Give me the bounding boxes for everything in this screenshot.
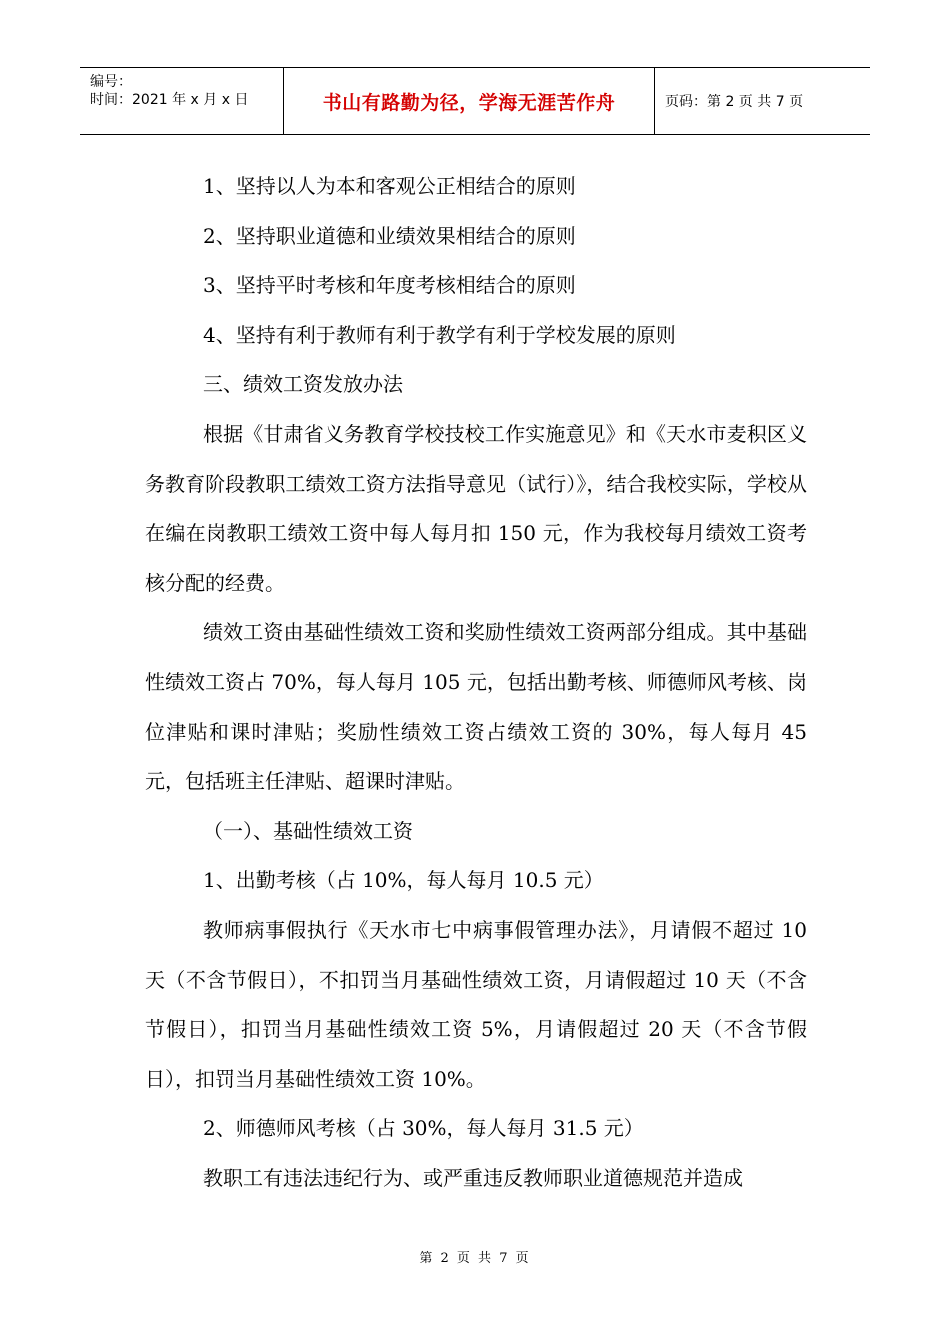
document-time-label: 时间：2021 年 x 月 x 日: [90, 92, 249, 108]
principle-3: 3、坚持平时考核和年度考核相结合的原则: [203, 273, 576, 298]
principle-4: 4、坚持有利于教师有利于教学有利于学校发展的原则: [203, 322, 676, 347]
document-number-label: 编号：: [90, 74, 132, 90]
item-attendance-heading: 1、出勤考核（占 10%，每人每月 10.5 元）: [203, 868, 604, 893]
subsection-heading-basic: （一）、基础性绩效工资: [203, 818, 413, 843]
header-motto: 书山有路勤为径，学海无涯苦作舟: [322, 91, 616, 114]
paragraph-ethics: 教职工有违法违纪行为、或严重违反教师职业道德规范并造成: [203, 1165, 743, 1190]
page-footer: 第 2 页 共 7 页: [419, 1251, 531, 1266]
header-left-cell: [80, 68, 283, 134]
paragraph-basis: 根据《甘肃省义务教育学校技校工作实施意见》和《天水市麦积区义务教育阶段教职工绩效工资方法指导意见（试行）》，结合我校实际，学校从在编在岗教职工绩效工资中每人每月扣 150 元，作为我校每月绩效工资考核分配的经费。: [145, 421, 807, 595]
page-header: [80, 67, 870, 135]
header-page-code: 页码：第 2 页 共 7 页: [665, 94, 804, 110]
principle-2: 2、坚持职业道德和业绩效果相结合的原则: [203, 223, 576, 248]
paragraph-composition: 绩效工资由基础性绩效工资和奖励性绩效工资两部分组成。其中基础性绩效工资占 70%，每人每月 105 元，包括出勤考核、师德师风考核、岗位津贴和课时津贴；奖励性绩效工资占绩效工资的 30%，每人每月 45 元，包括班主任津贴、超课时津贴。: [145, 620, 807, 794]
header-page-code-cell: [655, 68, 870, 134]
document-body: [145, 162, 807, 1203]
paragraph-leave-policy: 教师病事假执行《天水市七中病事假管理办法》，月请假不超过 10 天（不含节假日），不扣罚当月基础性绩效工资，月请假超过 10 天（不含节假日），扣罚当月基础性绩效工资 5%，月请假超过 20 天（不含节假日），扣罚当月基础性绩效工资 10%。: [145, 917, 807, 1091]
header-motto-cell: [283, 68, 655, 134]
principle-1: 1、坚持以人为本和客观公正相结合的原则: [203, 174, 576, 198]
section-heading-3: 三、绩效工资发放办法: [203, 372, 403, 397]
item-ethics-heading: 2、师德师风考核（占 30%，每人每月 31.5 元）: [203, 1116, 644, 1141]
